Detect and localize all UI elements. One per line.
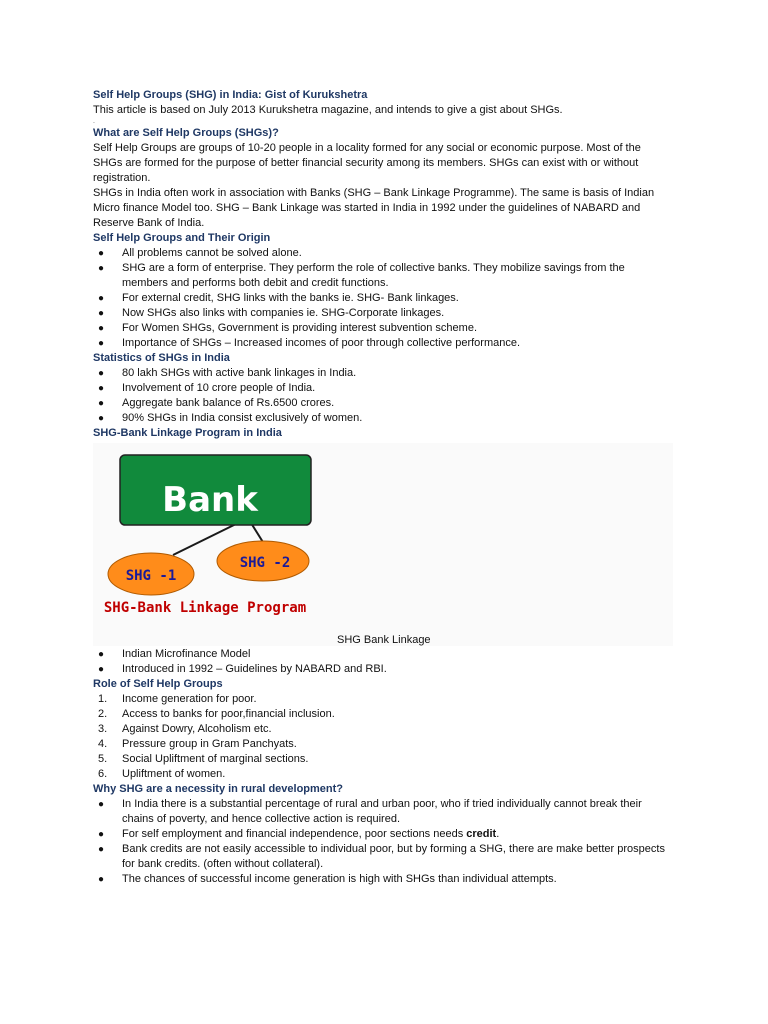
list-item (93, 291, 673, 306)
bullet-icon: ● (98, 293, 105, 304)
list-item (93, 411, 673, 426)
list-number: 5. (98, 753, 108, 765)
list-number: 4. (98, 738, 108, 750)
list-item (93, 306, 673, 321)
list-item (93, 261, 673, 291)
list-item-text: For self employment and financial independence, poor sections needs (122, 828, 467, 840)
list-item (93, 396, 673, 411)
bullet-icon: ● (98, 413, 105, 424)
bank-label: Bank (162, 480, 258, 520)
document-page (93, 88, 673, 887)
list-item-text: 90% SHGs in India consist exclusively of women. (122, 412, 363, 424)
list-item-text: SHG are a form of enterprise. They perform the role of collective banks. They mobilize savings from the members and performs both debit and credit functions. (122, 262, 625, 289)
list-item-text: Social Upliftment of marginal sections. (122, 753, 309, 765)
section-heading-what: What are Self Help Groups (SHGs)? (93, 127, 279, 139)
list-number: 1. (98, 693, 108, 705)
section-heading-origin: Self Help Groups and Their Origin (93, 232, 271, 244)
list-item (93, 336, 673, 351)
stats-list (93, 366, 673, 426)
list-item-text: All problems cannot be solved alone. (122, 247, 302, 259)
list-item-text: Bank credits are not easily accessible to individual poor, but by forming a SHG, there are make better prospects for bank credits. (often without collateral). (122, 843, 665, 870)
section-heading-stats: Statistics of SHGs in India (93, 352, 230, 364)
list-item (93, 842, 673, 872)
bullet-icon: ● (98, 338, 105, 349)
list-item-text: In India there is a substantial percentage of rural and urban poor, who if tried individually cannot break their chains of poverty, and hence collective action is required. (122, 798, 642, 825)
bullet-icon: ● (98, 799, 105, 810)
intro-paragraph: This article is based on July 2013 Kurukshetra magazine, and intends to give a gist about SHGs. (93, 104, 563, 116)
bullet-icon: ● (98, 398, 105, 409)
bullet-icon: ● (98, 874, 105, 885)
list-item-text: Income generation for poor. (122, 693, 257, 705)
list-item (93, 246, 673, 261)
shg2-label: SHG -2 (239, 555, 291, 571)
list-item-text: Access to banks for poor,financial inclusion. (122, 708, 335, 720)
program-label: SHG-Bank Linkage Program (103, 600, 307, 616)
list-item-text: Aggregate bank balance of Rs.6500 crores. (122, 397, 335, 409)
bullet-icon: ● (98, 649, 105, 660)
list-item-text: 80 lakh SHGs with active bank linkages in India. (122, 367, 357, 379)
list-item (93, 366, 673, 381)
list-item-text: The chances of successful income generation is high with SHGs than individual attempts. (122, 873, 557, 885)
why-list (93, 797, 673, 887)
list-item-text: Indian Microfinance Model (122, 648, 251, 660)
list-item (93, 647, 673, 662)
list-number: 3. (98, 723, 108, 735)
bullet-icon: ● (98, 368, 105, 379)
document-title: Self Help Groups (SHG) in India: Gist of Kurukshetra (93, 89, 368, 101)
linkage-figure (93, 443, 673, 646)
list-item (93, 767, 673, 782)
what-paragraph-2: SHGs in India often work in association with Banks (SHG – Bank Linkage Programme). The same is basis of Indian Micro finance Model too. SHG – Bank Linkage was started in India in 1992 under the guidelines of NABARD and Reserve Bank of India. (93, 187, 655, 229)
list-item-text: Now SHGs also links with companies ie. SHG-Corporate linkages. (122, 307, 445, 319)
list-number: 2. (98, 708, 108, 720)
list-item (93, 752, 673, 767)
list-item-text: Importance of SHGs – Increased incomes of poor through collective performance. (122, 337, 521, 349)
bullet-icon: ● (98, 664, 105, 675)
list-item (93, 872, 673, 887)
bullet-icon: ● (98, 383, 105, 394)
origin-list (93, 246, 673, 351)
credit-emphasis: credit (466, 828, 497, 840)
bullet-icon: ● (98, 844, 105, 855)
list-item-text: Upliftment of women. (122, 768, 226, 780)
bullet-icon: ● (98, 248, 105, 259)
list-item (93, 662, 673, 677)
list-item (93, 692, 673, 707)
list-item (93, 707, 673, 722)
list-item-text: For Women SHGs, Government is providing interest subvention scheme. (122, 322, 478, 334)
list-item-text: Pressure group in Gram Panchyats. (122, 738, 297, 750)
list-item (93, 737, 673, 752)
bullet-icon: ● (98, 829, 105, 840)
linkage-list (93, 647, 673, 677)
section-heading-linkage: SHG-Bank Linkage Program in India (93, 427, 282, 439)
stray-dot: . (93, 118, 95, 125)
list-item (93, 827, 673, 842)
list-number: 6. (98, 768, 108, 780)
list-item-text: Against Dowry, Alcoholism etc. (122, 723, 272, 735)
section-heading-role: Role of Self Help Groups (93, 678, 223, 690)
what-paragraph-1: Self Help Groups are groups of 10-20 people in a locality formed for any social or economic purpose. Most of the SHGs are formed for the purpose of better financial security among its members. SHGs can exist with or without registration. (93, 142, 641, 184)
figure-caption: SHG Bank Linkage (337, 634, 431, 646)
list-item-text: Involvement of 10 crore people of India. (122, 382, 316, 394)
shg1-label: SHG -1 (125, 568, 177, 584)
list-item-text: For external credit, SHG links with the banks ie. SHG- Bank linkages. (122, 292, 459, 304)
bullet-icon: ● (98, 263, 105, 274)
bullet-icon: ● (98, 308, 105, 319)
list-item (93, 722, 673, 737)
bullet-icon: ● (98, 323, 105, 334)
linkage-diagram (93, 443, 677, 646)
list-item-text: Introduced in 1992 – Guidelines by NABARD and RBI. (122, 663, 387, 675)
list-item-text-end: . (496, 828, 500, 840)
section-heading-why: Why SHG are a necessity in rural development? (93, 783, 344, 795)
list-item (93, 381, 673, 396)
list-item (93, 797, 673, 827)
role-list (93, 692, 673, 782)
list-item (93, 321, 673, 336)
